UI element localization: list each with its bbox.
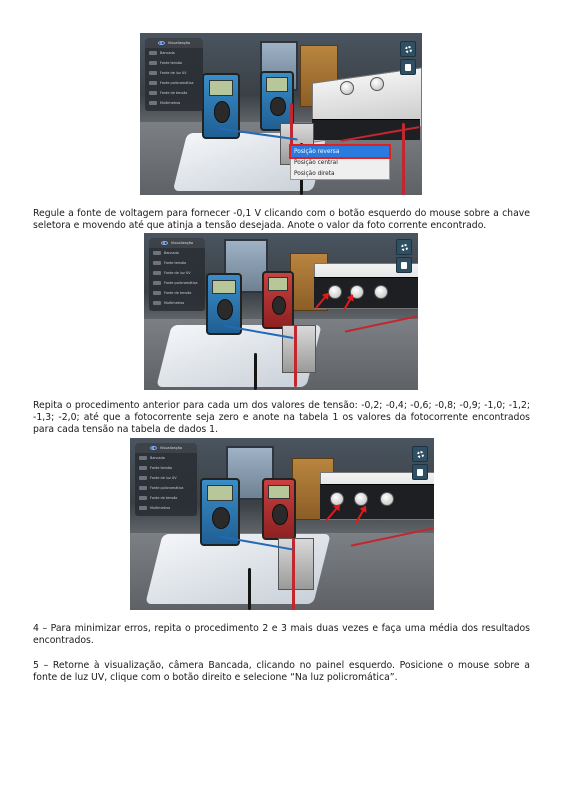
panel-item-fonte-policromatica[interactable]: Fonte policromática <box>149 278 205 288</box>
notes-button[interactable] <box>412 464 428 480</box>
panel-header-label: Visualização <box>167 41 191 45</box>
knob <box>370 77 384 91</box>
photocell-block <box>282 325 316 373</box>
panel-item-fonte-policromatica[interactable]: Fonte policromática <box>145 78 203 88</box>
panel-item-bancada[interactable]: Bancada <box>145 48 203 58</box>
menu-item-central[interactable]: Posição central <box>294 159 338 166</box>
settings-button[interactable] <box>396 239 412 255</box>
multimeter-red <box>262 478 296 540</box>
panel-header[interactable] <box>145 38 203 48</box>
wire-red <box>294 325 297 387</box>
photocell-block <box>278 538 314 590</box>
panel-item-bancada[interactable]: Bancada <box>149 248 205 258</box>
clipboard-icon <box>417 469 423 476</box>
camera-icon <box>139 466 147 470</box>
panel-item-fonte-luz-uv[interactable]: Fonte de luz UV <box>135 473 197 483</box>
camera-icon <box>139 456 147 460</box>
camera-icon <box>149 101 157 105</box>
visualization-panel <box>145 38 203 111</box>
gear-icon <box>417 451 424 458</box>
camera-icon <box>139 496 147 500</box>
eye-icon <box>161 241 168 245</box>
simulation-screenshot-3 <box>130 438 434 610</box>
panel-item-fonte-de-tensao[interactable]: Fonte de tensão <box>135 493 197 503</box>
panel-item-multimetros[interactable]: Multímetros <box>149 298 205 308</box>
camera-icon <box>153 281 161 285</box>
menu-item-reverse[interactable]: Posição reversa <box>291 146 389 157</box>
wire-black <box>254 353 257 390</box>
simulation-screenshot-1 <box>140 33 422 195</box>
multimeter-red <box>262 271 294 329</box>
panel-item-fonte-policromatica[interactable]: Fonte policromática <box>135 483 197 493</box>
menu-item-direct[interactable]: Posição direta <box>294 170 335 177</box>
knob <box>380 492 394 506</box>
panel-item-fonte-de-tensao[interactable]: Fonte de tensão <box>149 288 205 298</box>
paragraph-2: Repita o procedimento anterior para cada um dos valores de tensão: -0,2; -0,4; -0,6; -0,8; -0,9; -1,0; -1,2; -1,3; -2,0; até que a fotocorrente seja zero e anote na tabela 1 os valores da fotocorrente encontrados para cada tensão na tabela de dados 1. <box>33 400 530 436</box>
camera-icon <box>153 251 161 255</box>
camera-icon <box>139 486 147 490</box>
settings-button[interactable] <box>412 446 428 462</box>
camera-icon <box>153 301 161 305</box>
eye-icon <box>150 446 157 450</box>
knob <box>374 285 388 299</box>
gear-icon <box>405 46 412 53</box>
gear-icon <box>401 244 408 251</box>
panel-item-fonte-tensao[interactable]: Fonte tensão <box>135 463 197 473</box>
panel-item-fonte-tensao[interactable]: Fonte tensão <box>149 258 205 268</box>
paragraph-3: 4 – Para minimizar erros, repita o procedimento 2 e 3 mais duas vezes e faça uma média dos resultados encontrados. <box>33 623 530 647</box>
panel-item-fonte-luz-uv[interactable]: Fonte de luz UV <box>145 68 203 78</box>
panel-item-bancada[interactable]: Bancada <box>135 453 197 463</box>
camera-icon <box>149 61 157 65</box>
eye-icon <box>158 41 165 45</box>
camera-icon <box>149 71 157 75</box>
clipboard-icon <box>405 64 411 71</box>
panel-item-multimetros[interactable]: Multímetros <box>145 98 203 108</box>
panel-item-multimetros[interactable]: Multímetros <box>135 503 197 513</box>
panel-header[interactable]: Visualização <box>135 443 197 453</box>
panel-header[interactable]: Visualização <box>149 238 205 248</box>
notes-button[interactable] <box>396 257 412 273</box>
notes-button[interactable] <box>400 59 416 75</box>
simulation-screenshot-2 <box>144 233 418 390</box>
paragraph-4: 5 – Retorne à visualização, câmera Bancada, clicando no painel esquerdo. Posicione o mouse sobre a fonte de luz UV, clique com o botão direito e selecione “Na luz policromática”. <box>33 660 530 684</box>
camera-icon <box>139 476 147 480</box>
knob <box>340 81 354 95</box>
clipboard-icon <box>401 262 407 269</box>
camera-icon <box>139 506 147 510</box>
camera-icon <box>153 261 161 265</box>
camera-icon <box>149 81 157 85</box>
paragraph-1: Regule a fonte de voltagem para fornecer -0,1 V clicando com o botão esquerdo do mouse sobre a chave seletora e movendo até que atinja a tensão desejada. Anote o valor da foto corrente encontrado. <box>33 208 530 232</box>
wire-red <box>402 123 405 195</box>
camera-icon <box>149 91 157 95</box>
panel-item-fonte-de-tensao[interactable]: Fonte de tensão <box>145 88 203 98</box>
panel-item-fonte-tensao[interactable]: Fonte tensão <box>145 58 203 68</box>
visualization-panel <box>135 443 197 516</box>
camera-icon <box>153 291 161 295</box>
visualization-panel <box>149 238 205 311</box>
settings-button[interactable] <box>400 41 416 57</box>
panel-item-fonte-luz-uv[interactable]: Fonte de luz UV <box>149 268 205 278</box>
switch-position-menu <box>290 145 390 180</box>
multimeter-blue <box>260 71 294 131</box>
wire-black <box>248 568 251 610</box>
camera-icon <box>153 271 161 275</box>
camera-icon <box>149 51 157 55</box>
